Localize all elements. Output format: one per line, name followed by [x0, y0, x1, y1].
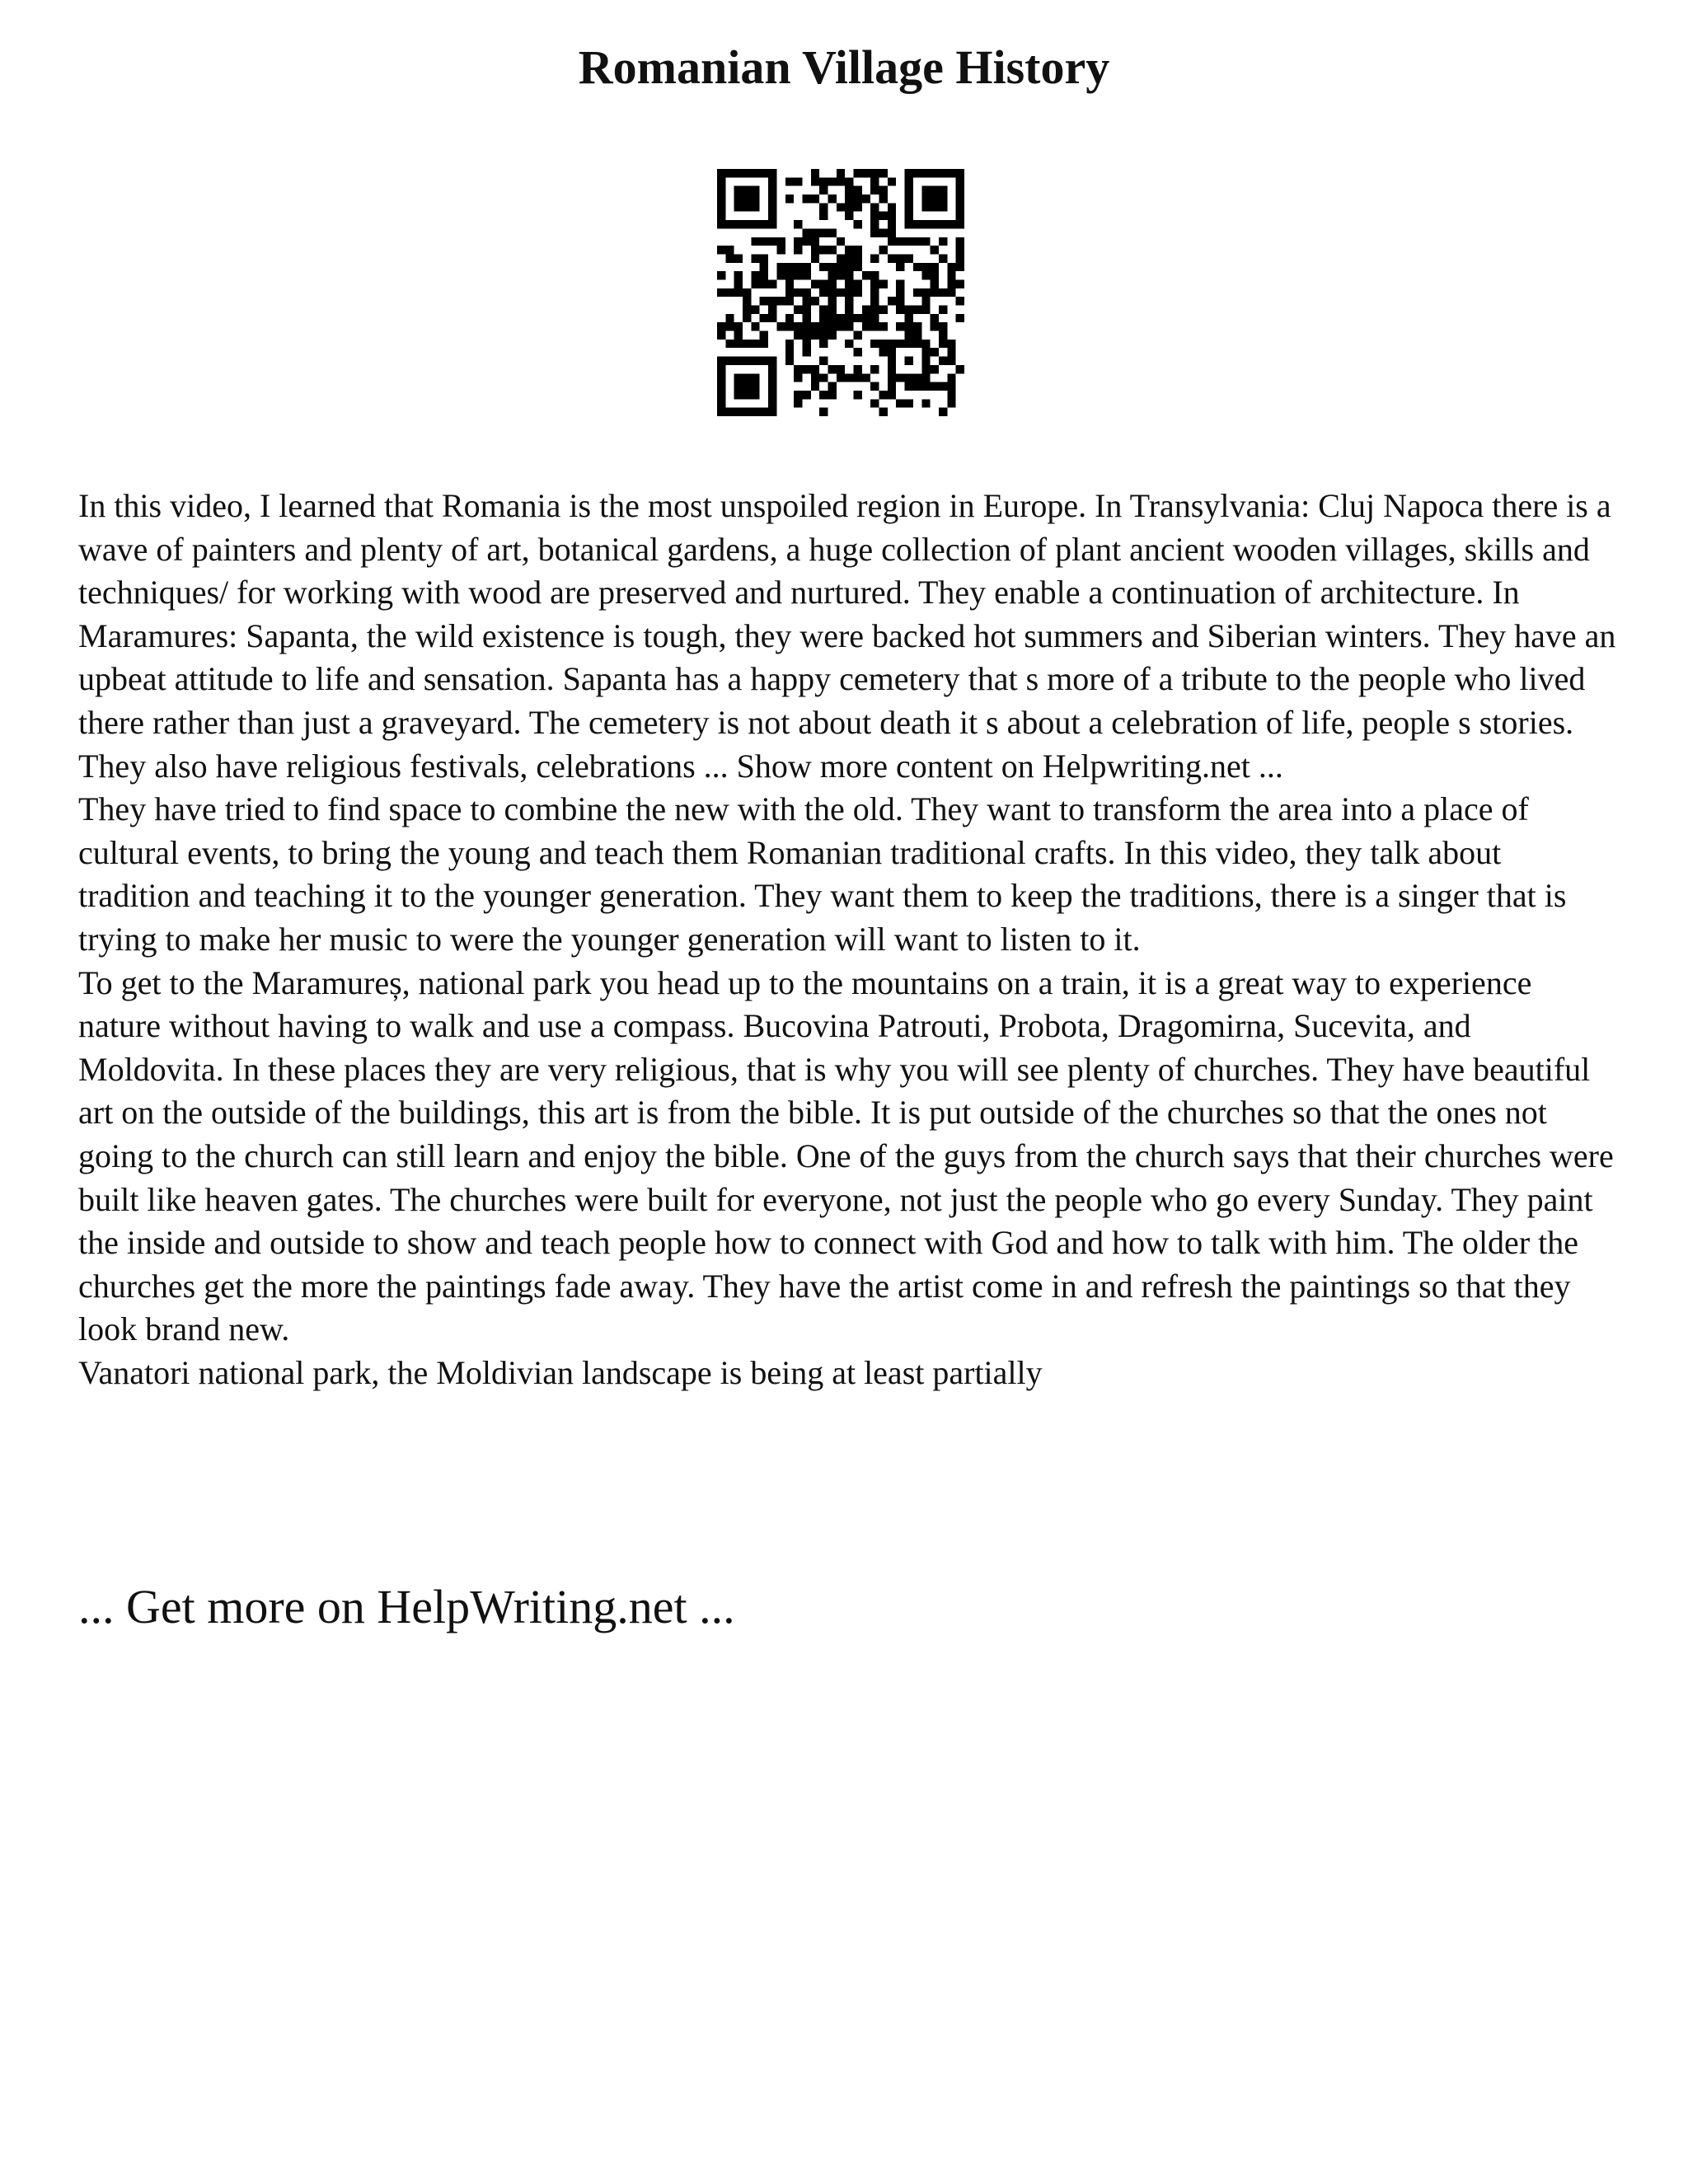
paragraph: They have tried to find space to combine the new with the old. They want to transform the area into a place of cultural events, to bring the young and teach them Romanian traditional crafts. In this video, they talk about tradition and teaching it to the younger generation. They want them to keep the traditions, there is a singer that is trying to make her music to were the younger generation will want to listen to it. — [78, 790, 1567, 958]
paragraph: Vanatori national park, the Moldivian landscape is being at least partially — [78, 1353, 1043, 1391]
qr-code-icon — [717, 169, 964, 416]
paragraph: In this video, I learned that Romania is the most unspoiled region in Europe. In Transylvania: Cluj Napoca there is a wave of painters and plenty of art, botanical gardens, a huge collection of plant ancient wooden villages, skills and techniques/ for working with wood are preserved and nurtured. They enable a continuation of architecture. In Maramures: Sapanta, the wild existence is tough, they were backed hot summers and Siberian winters. They have an upbeat attitude to life and sensation. Sapanta has a happy cemetery that s more of a tribute to the people who lived there rather than just a graveyard. The cemetery is not about death it s about a celebration of life, people s stories. They also have religious festivals, celebrations ... Show more content on Helpwriting.net ... — [78, 487, 1616, 785]
paragraph: To get to the Maramureș, national park you head up to the mountains on a train, it is a great way to experience nature without having to walk and use a compass. Bucovina Patrouti, Probota, Dragomirna, Sucevita, and Moldovita. In these places they are very religious, that is why you will see plenty of churches. They have beautiful art on the outside of the buildings, this art is from the bible. It is put outside of the churches so that the ones not going to the church can still learn and enjoy the bible. One of the guys from the church says that their churches were built like heaven gates. The churches were built for everyone, not just the people who go every Sunday. They paint the inside and outside to show and teach people how to connect with God and how to talk with him. The older the churches get the more the paintings fade away. They have the artist come in and refresh the paintings so that they look brand new. — [78, 963, 1614, 1348]
get-more-link[interactable]: ... Get more on HelpWriting.net ... — [78, 1580, 735, 1633]
article-body — [78, 485, 1620, 1394]
page-title: Romanian Village History — [578, 40, 1110, 94]
